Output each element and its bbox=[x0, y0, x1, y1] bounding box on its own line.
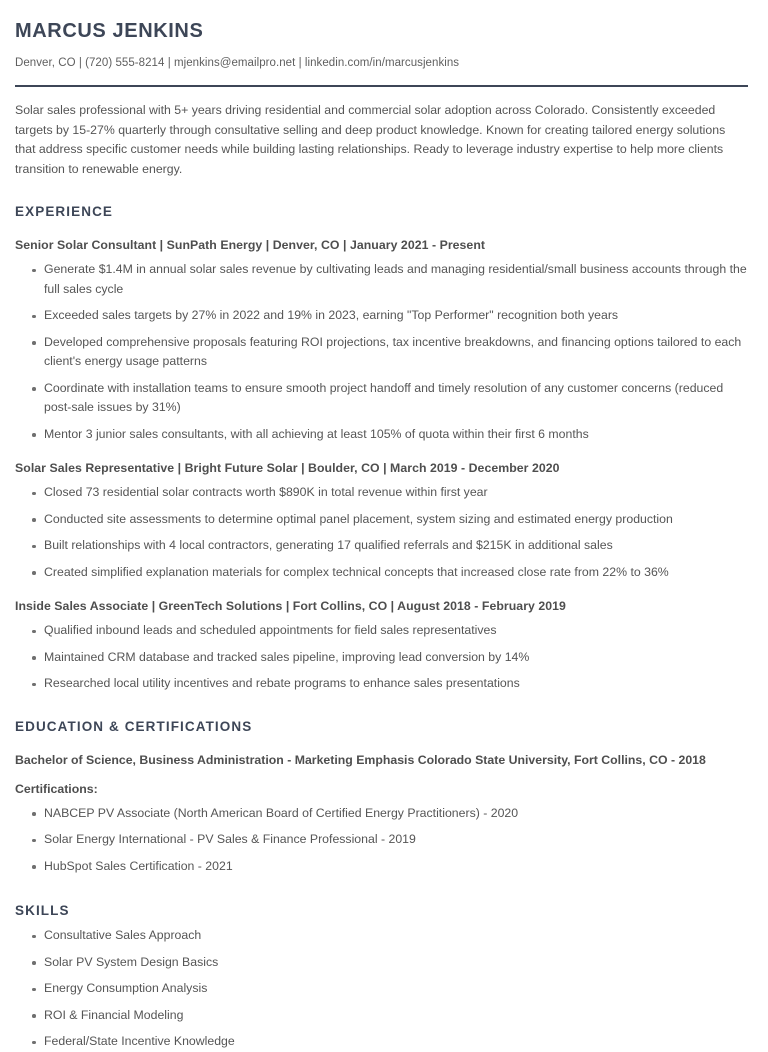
list-item: Researched local utility incentives and rebate programs to enhance sales presentations bbox=[15, 674, 748, 694]
experience-entry bbox=[15, 460, 748, 582]
list-item: HubSpot Sales Certification - 2021 bbox=[15, 857, 748, 877]
list-item: ROI & Financial Modeling bbox=[15, 1006, 748, 1026]
section-education bbox=[15, 718, 748, 877]
list-item: Closed 73 residential solar contracts worth $890K in total revenue within first year bbox=[15, 483, 748, 503]
list-item: Energy Consumption Analysis bbox=[15, 979, 748, 999]
list-item: NABCEP PV Associate (North American Board of Certified Energy Practitioners) - 2020 bbox=[15, 804, 748, 824]
certifications-label: Certifications: bbox=[15, 781, 98, 796]
list-item: Consultative Sales Approach bbox=[15, 926, 748, 946]
section-title-experience: EXPERIENCE bbox=[15, 204, 114, 219]
contact-line: Denver, CO | (720) 555-8214 | mjenkins@emailpro.net | linkedin.com/in/marcusjenkins bbox=[15, 57, 460, 69]
section-skills bbox=[15, 902, 748, 1052]
job-heading: Inside Sales Associate | GreenTech Solutions | Fort Collins, CO | August 2018 - February 2019 bbox=[15, 599, 566, 613]
list-item: Exceeded sales targets by 27% in 2022 and 19% in 2023, earning "Top Performer" recognition both years bbox=[15, 306, 748, 326]
list-item: Coordinate with installation teams to ensure smooth project handoff and timely resolution of any customer concerns (reduced post-sale issues by 31%) bbox=[15, 379, 748, 418]
skills-list bbox=[15, 926, 748, 1052]
list-item: Conducted site assessments to determine optimal panel placement, system sizing and estimated energy production bbox=[15, 510, 748, 530]
certifications-list bbox=[15, 804, 748, 877]
candidate-name: MARCUS JENKINS bbox=[15, 20, 204, 42]
job-heading: Senior Solar Consultant | SunPath Energy | Denver, CO | January 2021 - Present bbox=[15, 238, 486, 252]
job-bullet-list bbox=[15, 260, 748, 444]
degree-line: Bachelor of Science, Business Administration - Marketing Emphasis Colorado State University, Fort Collins, CO - 2018 bbox=[15, 752, 706, 767]
section-title-skills: SKILLS bbox=[15, 903, 70, 918]
professional-summary: Solar sales professional with 5+ years driving residential and commercial solar adoption across Colorado. Consistently exceeded targets by 15-27% quarterly through consultative selling and deep product knowledge. Known for creating tailored energy solutions that address specific customer needs while building lasting relationships. Ready to leverage industry expertise to help more clients transition to renewable energy. bbox=[15, 103, 726, 176]
list-item: Solar Energy International - PV Sales & Finance Professional - 2019 bbox=[15, 830, 748, 850]
list-item: Maintained CRM database and tracked sales pipeline, improving lead conversion by 14% bbox=[15, 648, 748, 668]
job-bullet-list bbox=[15, 621, 748, 694]
header-divider bbox=[15, 85, 748, 87]
job-heading: Solar Sales Representative | Bright Future Solar | Boulder, CO | March 2019 - December 2020 bbox=[15, 461, 560, 475]
list-item: Qualified inbound leads and scheduled appointments for field sales representatives bbox=[15, 621, 748, 641]
experience-entry bbox=[15, 237, 748, 444]
section-experience bbox=[15, 203, 748, 694]
list-item: Generate $1.4M in annual solar sales revenue by cultivating leads and managing residential/small business accounts through the full sales cycle bbox=[15, 260, 748, 299]
list-item: Mentor 3 junior sales consultants, with all achieving at least 105% of quota within their first 6 months bbox=[15, 425, 748, 445]
list-item: Developed comprehensive proposals featuring ROI projections, tax incentive breakdowns, and financing options tailored to each client's energy usage patterns bbox=[15, 333, 748, 372]
resume-header bbox=[15, 18, 748, 87]
list-item: Built relationships with 4 local contractors, generating 17 qualified referrals and $215K in additional sales bbox=[15, 536, 748, 556]
list-item: Federal/State Incentive Knowledge bbox=[15, 1032, 748, 1052]
job-bullet-list bbox=[15, 483, 748, 582]
list-item: Solar PV System Design Basics bbox=[15, 953, 748, 973]
list-item: Created simplified explanation materials for complex technical concepts that increased close rate from 22% to 36% bbox=[15, 563, 748, 583]
section-title-education: EDUCATION & CERTIFICATIONS bbox=[15, 718, 253, 734]
experience-entry bbox=[15, 598, 748, 694]
